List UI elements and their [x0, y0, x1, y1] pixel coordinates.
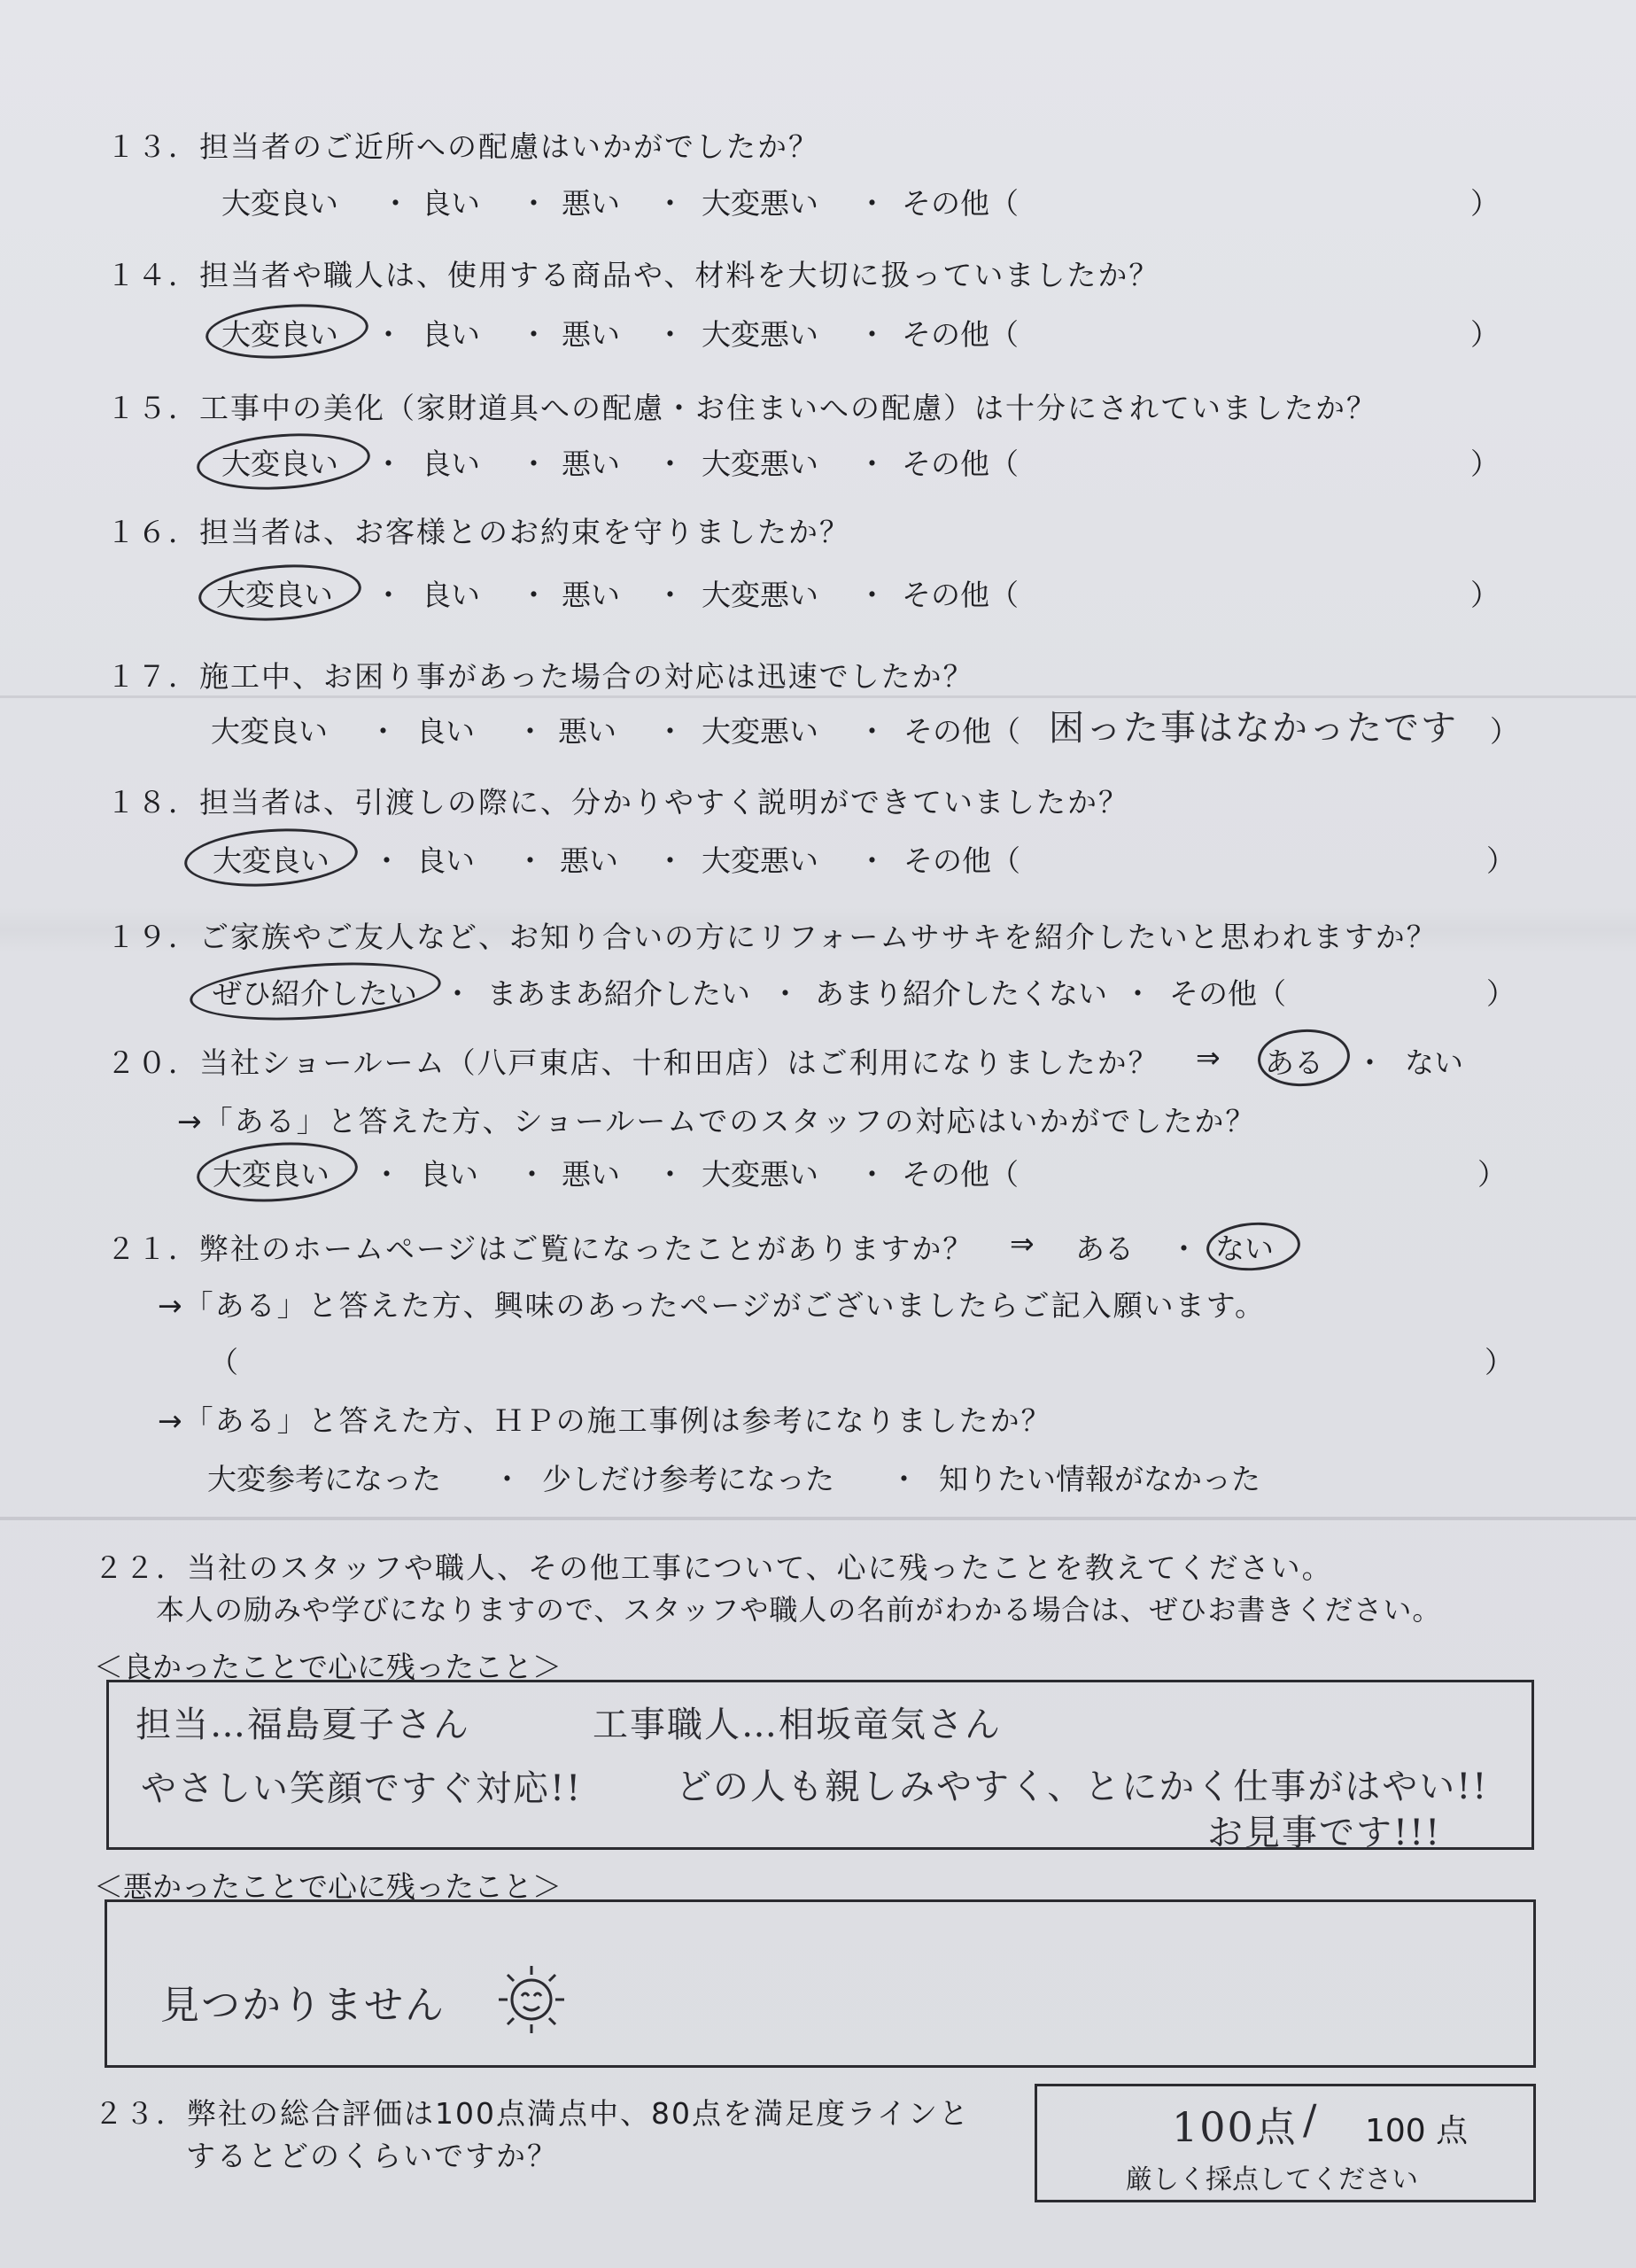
good-comments-box [106, 1680, 1534, 1853]
option-slightly-helpful[interactable]: 少しだけ参考になった [542, 1462, 834, 1496]
handwritten-comment: どの人も親しみやすく、とにかく仕事がはやい!! [676, 1767, 1489, 1807]
option-very-bad[interactable]: 大変悪い [702, 1157, 818, 1192]
score-note: 厳しく採点してください [1126, 2164, 1418, 2195]
option-other[interactable]: その他（ [1169, 976, 1286, 1011]
option-good[interactable]: 良い [416, 843, 475, 878]
score-box[interactable] [1035, 2084, 1536, 2202]
question-15: １５．工事中の美化（家財道具への配慮・お住まいへの配慮）は十分にされていましたか？ [106, 391, 1377, 425]
selection-circle [195, 428, 372, 495]
option-other[interactable]: その他（ [902, 578, 1019, 612]
survey-sheet: １３．担当者のご近所への配慮はいかがでしたか？ 大変良い ・ 良い ・ 悪い ・ 大変悪い ・ その他（ ） １４．担当者や職人は、使用する商品や、材料を大切に扱っていましたか？ 大変良い ・ 良い ・ 悪い ・ 大変悪い ・ その他（ ） １５．工事中の美化（家財道具への配慮・お住まいへの配慮）は十分にされていましたか？ 大変良い ・ 良い ・ 悪い ・ 大変悪い ・ その他（ ） １６．担当者は、お客様とのお約束を守りましたか？ 大変良い ・ 良い ・ 悪い ・ 大変悪い ・ その他（ ） １７．施工中、お困り事があった場合の対応は迅速でしたか？ 大変良い ・ 良い ・ 悪い ・ 大変悪い ・ その他（ ） 困った事はなかったです １８．担当者は、引渡しの際に、分かりやすく説明ができていましたか？ 大変良い ・ 良い ・ 悪い ・ 大変悪い ・ その他（ ） １９．ご家族やご友人など、お知り合いの方にリフォームササキを紹介したいと思われますか？ ぜひ紹介したい ・ まあまあ紹介したい ・ あまり紹介したくない ・ その他（ ） ２０．当社ショールーム（八戸東店、十和田店）はご利用になりましたか？ ⇒ ある ・ ない →「ある」と答えた方、ショールームでのスタッフの対応はいかがでしたか？ 大変良い ・ 良い ・ 悪い ・ 大変悪い ・ その他（ ） ２１．弊社のホームページはご覧になったことがありますか？ ⇒ ある ・ ない →「ある」と答えた方、興味のあったページがございましたらご記入願います。 （ ） →「ある」と答えた方、ＨＰの施工事例は参考になりましたか？ 大変参考になった ・ 少しだけ参考になった ・ 知りたい情報がなかった ２２．当社のスタッフや職人、その他工事について、心に残ったことを教えてください。 本人の励みや学びになりますので、スタッフや職人の名前がわかる場合は、ぜひお書きください。 ＜良かったことで心に残ったこと＞ 担当…福島夏子さん 工事職人…相坂竜気さん やさしい笑顔ですぐ対応!! どの人も親しみやすく、とにかく仕事がはやい!! お見事です!!! ＜悪かったことで心に残ったこと＞ 見つかりません ２３．弊社の総合評価は100点満点中、80点を満足度ラインと するとどのくらいですか？ 100点 / 100 点 厳しく採点してください [0, 0, 1636, 2268]
option-other[interactable]: その他（ [902, 1157, 1019, 1192]
option-very-bad[interactable]: 大変悪い [702, 578, 818, 612]
option-bad[interactable]: 悪い [562, 317, 620, 352]
option-no[interactable]: ない [1405, 1045, 1463, 1080]
question-23-line2: するとどのくらいですか？ [186, 2139, 558, 2173]
option-very-good[interactable]: 大変良い [211, 714, 328, 749]
question-21: ２１．弊社のホームページはご覧になったことがありますか？ [106, 1231, 974, 1266]
option-bad[interactable]: 悪い [562, 578, 620, 612]
question-17: １７．施工中、お困り事があった場合の対応は迅速でしたか？ [106, 659, 974, 694]
question-13: １３．担当者のご近所への配慮はいかがでしたか？ [106, 129, 819, 164]
option-other[interactable]: その他（ [902, 317, 1019, 352]
question-20: ２０．当社ショールーム（八戸東店、十和田店）はご利用になりましたか？ [106, 1045, 1159, 1080]
option-other[interactable]: その他（ [903, 714, 1020, 749]
selection-circle [195, 1138, 360, 1208]
option-good[interactable]: 良い [420, 1157, 478, 1192]
option-very-good[interactable]: 大変良い [221, 317, 338, 352]
question-22-note: 本人の励みや学びになりますので、スタッフや職人の名前がわかる場合は、ぜひお書きください。 [156, 1593, 1442, 1627]
option-good[interactable]: 良い [422, 578, 480, 612]
option-no[interactable]: ない [1215, 1231, 1274, 1266]
option-very-bad[interactable]: 大変悪い [702, 447, 818, 481]
question-16: １６．担当者は、お客様とのお約束を守りましたか？ [106, 515, 850, 549]
paper-fold [0, 1517, 1636, 1520]
option-very-good[interactable]: 大変良い [216, 578, 333, 612]
option-good[interactable]: 良い [416, 714, 475, 749]
handwritten-comment: やさしい笑顔ですぐ対応!! [141, 1768, 583, 1809]
smiley-sun-icon [492, 1957, 571, 2037]
option-definitely-recommend[interactable]: ぜひ紹介したい [213, 976, 417, 1011]
bad-section-label: ＜悪かったことで心に残ったこと＞ [94, 1869, 562, 1904]
good-section-label: ＜良かったことで心に残ったこと＞ [94, 1650, 562, 1684]
handwritten-comment: お見事です!!! [1207, 1813, 1442, 1853]
option-yes[interactable]: ある [1075, 1231, 1134, 1266]
option-very-helpful[interactable]: 大変参考になった [207, 1462, 441, 1496]
option-very-good[interactable]: 大変良い [221, 186, 338, 221]
selection-circle [182, 823, 360, 892]
option-bad[interactable]: 悪い [560, 843, 618, 878]
score-slash: / [1303, 2095, 1319, 2143]
selection-circle [188, 955, 443, 1028]
option-yes[interactable]: ある [1265, 1045, 1323, 1080]
option-very-bad[interactable]: 大変悪い [702, 714, 818, 749]
other-close-paren: ） [1470, 186, 1500, 221]
bad-comments-box [105, 1899, 1536, 2068]
handwritten-comment: 見つかりません [160, 1983, 446, 2028]
option-very-good[interactable]: 大変良い [221, 447, 338, 481]
option-bad[interactable]: 悪い [562, 447, 620, 481]
option-very-good[interactable]: 大変良い [213, 1157, 330, 1192]
option-very-bad[interactable]: 大変悪い [702, 186, 818, 221]
option-bad[interactable]: 悪い [558, 714, 616, 749]
option-other[interactable]: その他（ [902, 186, 1019, 221]
selection-circle [197, 560, 363, 626]
question-21-sub2: →「ある」と答えた方、ＨＰの施工事例は参考になりましたか？ [158, 1403, 1052, 1438]
option-other[interactable]: その他（ [902, 447, 1019, 481]
option-very-bad[interactable]: 大変悪い [702, 317, 818, 352]
question-20-sub: →「ある」と答えた方、ショールームでのスタッフの対応はいかがでしたか？ [177, 1104, 1257, 1138]
question-23: ２３．弊社の総合評価は100点満点中、80点を満足度ラインと [94, 2096, 970, 2131]
question-19: １９．ご家族やご友人など、お知り合いの方にリフォームササキを紹介したいと思われますか？ [106, 920, 1438, 954]
paper-fold [0, 695, 1636, 698]
option-good[interactable]: 良い [422, 186, 480, 221]
option-good[interactable]: 良い [422, 317, 480, 352]
selection-circle [204, 299, 370, 364]
handwritten-staff-name: 担当…福島夏子さん [136, 1705, 470, 1745]
handwritten-other-answer: 困った事はなかったです [1049, 708, 1458, 749]
option-bad[interactable]: 悪い [562, 1157, 620, 1192]
option-very-good[interactable]: 大変良い [213, 843, 330, 878]
score-max: 100 点 [1365, 2113, 1469, 2149]
option-no-info[interactable]: 知りたい情報がなかった [939, 1462, 1260, 1496]
option-bad[interactable]: 悪い [562, 186, 620, 221]
option-not-recommend[interactable]: あまり紹介したくない [815, 976, 1107, 1011]
question-22: ２２．当社のスタッフや職人、その他工事について、心に残ったことを教えてください。 [94, 1550, 1333, 1585]
option-good[interactable]: 良い [422, 447, 480, 481]
question-21-sub1: →「ある」と答えた方、興味のあったページがございましたらご記入願います。 [158, 1288, 1267, 1323]
handwritten-craftsman-name: 工事職人…相坂竜気さん [593, 1705, 1002, 1745]
option-very-bad[interactable]: 大変悪い [702, 843, 818, 878]
question-14: １４．担当者や職人は、使用する商品や、材料を大切に扱っていましたか？ [106, 258, 1160, 292]
handwritten-score: 100点 [1172, 2103, 1298, 2151]
question-18: １８．担当者は、引渡しの際に、分かりやすく説明ができていましたか？ [106, 785, 1129, 819]
option-somewhat-recommend[interactable]: まあまあ紹介したい [487, 976, 750, 1011]
option-other[interactable]: その他（ [903, 843, 1020, 878]
